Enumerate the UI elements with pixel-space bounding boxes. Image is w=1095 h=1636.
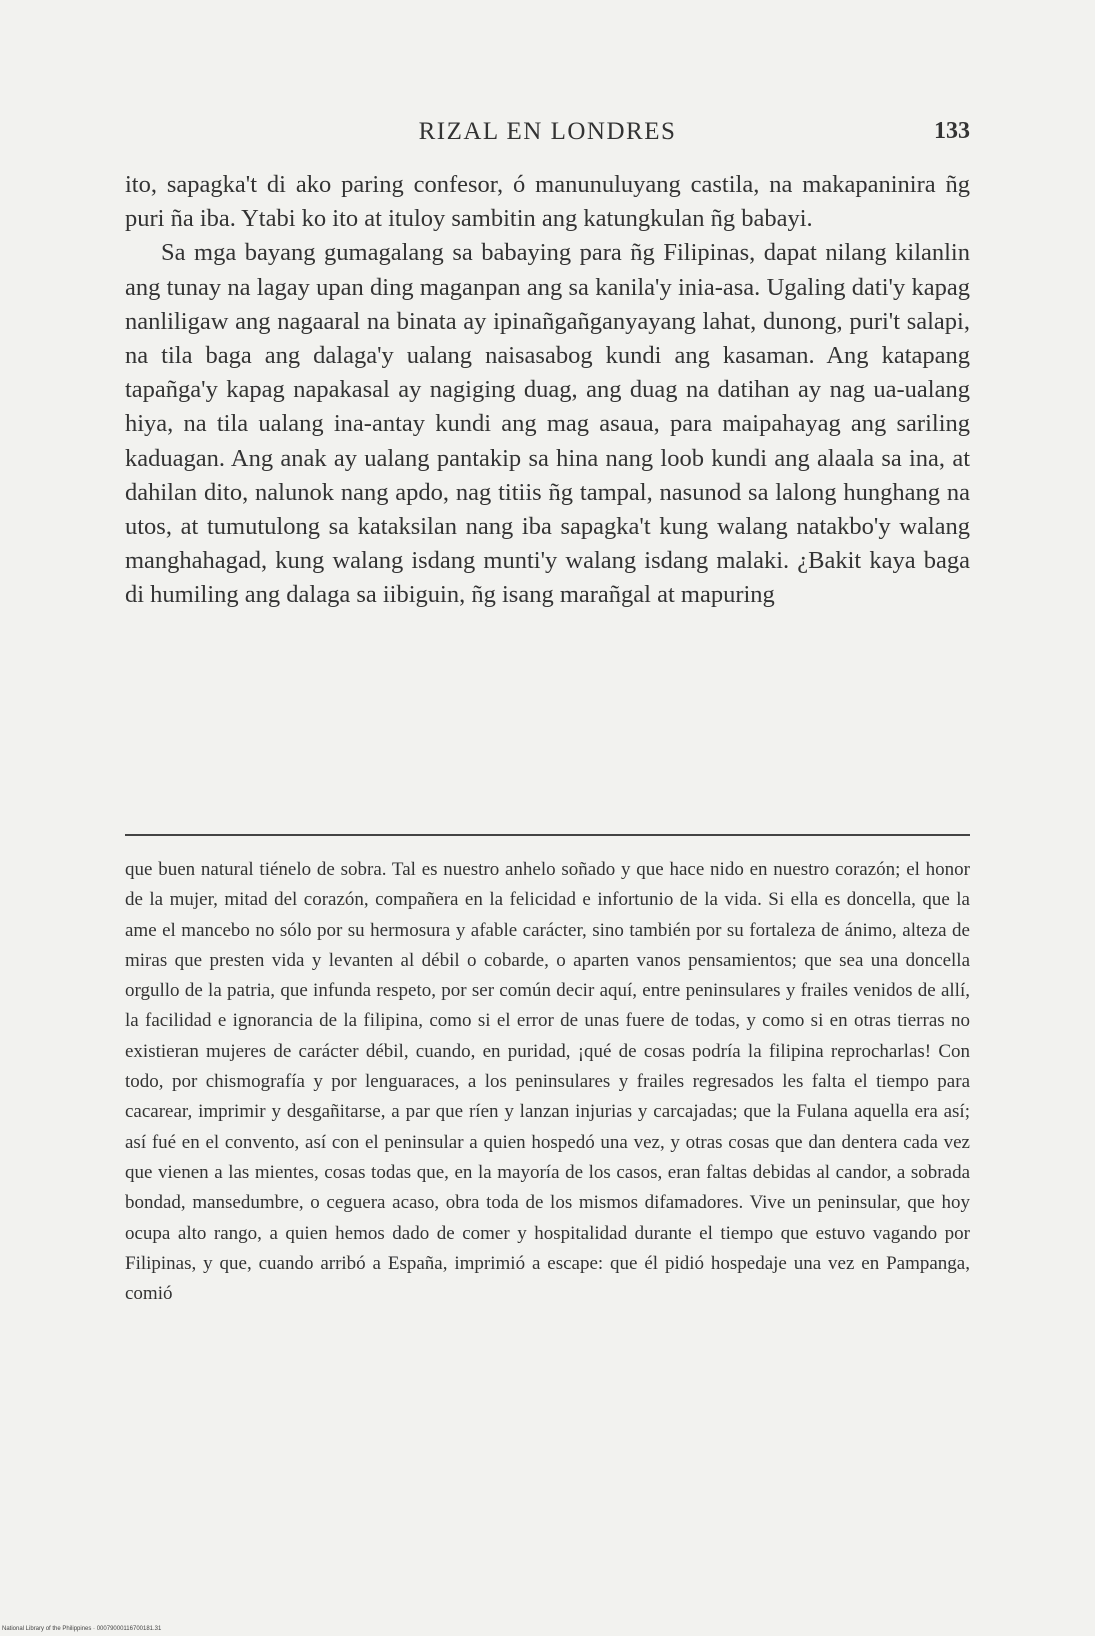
footnote-text: que buen natural tiénelo de sobra. Tal es nuestro anhelo soñado y que hace nido en nuestro corazón; el honor de la mujer, mitad del corazón, compañera en la felicidad e infortunio de la vida. Si ella es doncella, que la ame el mancebo no sólo por su hermosura y afable carácter, sino también por su fortaleza de ánimo, alteza de miras que presten vida y levanten al débil o cobarde, o aparten vanos pensamientos; que sea una doncella orgullo de la patria, que infunda respeto, por ser común decir aquí, entre peninsulares y frailes venidos de allí, la facilidad e ignorancia de la filipina, como si el error de unas fuere de todas, y como si en otras tierras no existieran mujeres de carácter débil, cuando, en puridad, ¡qué de cosas podría la filipina reprocharlas! Con todo, por chismografía y por lenguaraces, a los peninsulares y frailes regresados les falta el tiempo para cacarear, imprimir y desgañitarse, a par que ríen y lanzan injurias y carcajadas; que la Fulana aquella era así; así fué en el convento, así con el peninsular a quien hospedó una vez, y otras cosas que dan dentera cada vez que vienen a las mientes, cosas todas que, en la mayoría de los casos, eran faltas debidas al candor, a sobrada bondad, mansedumbre, o ceguera acaso, obra toda de los mismos difamadores. Vive un peninsular, que hoy ocupa alto rango, a quien hemos dado de comer y hospitalidad durante el tiempo que estuvo vagando por Filipinas, y que, cuando arribó a España, imprimió a escape: que él pidió hospedaje una vez en Pampanga, comió <box>125 859 970 1305</box>
footnote <box>125 855 970 1309</box>
running-head: RIZAL EN LONDRES <box>418 118 677 145</box>
paragraph: ito, sapagka't di ako paring confesor, ó manunuluyang castila, na makapaninira ñg puri ña iba. Ytabi ko ito at ituloy sambitin ang katungkulan ñg babayi. <box>125 171 970 233</box>
page-number: 133 <box>934 118 970 144</box>
library-imprint: National Library of the Philippines · 00079000116700181.31 <box>2 1626 162 1632</box>
page-header <box>125 118 970 152</box>
footnote-divider <box>125 834 970 836</box>
paragraph: Sa mga bayang gumagalang sa babaying para ñg Filipinas, dapat nilang kilanlin ang tunay na lagay upan ding maganpan ang sa kanila'y inia-asa. Ugaling dati'y kapag nanliligaw ang nagaaral na binata ay ipinañgañganyayang lahat, dunong, puri't salapi, na tila baga ang dalaga'y ualang naisasabog kundi ang kasaman. Ang katapang tapañga'y kapag napakasal ay nagiging duag, ang duag na datihan ay nag ua-ualang hiya, na tila ualang ina-antay kundi ang mag asaua, para maipahayag ang sariling kaduagan. Ang anak ay ualang pantakip sa hina nang loob kundi ang alaala sa ina, at dahilan dito, nalunok nang apdo, nag titiis ñg tampal, nasunod sa lalong hunghang na utos, at tumutulong sa kataksilan nang iba sapagka't kung walang natakbo'y walang manghahagad, kung walang isdang munti'y walang isdang malaki. ¿Bakit kaya baga di humiling ang dalaga sa iibiguin, ñg isang marañgal at mapuring <box>125 239 970 609</box>
main-text <box>125 168 970 613</box>
